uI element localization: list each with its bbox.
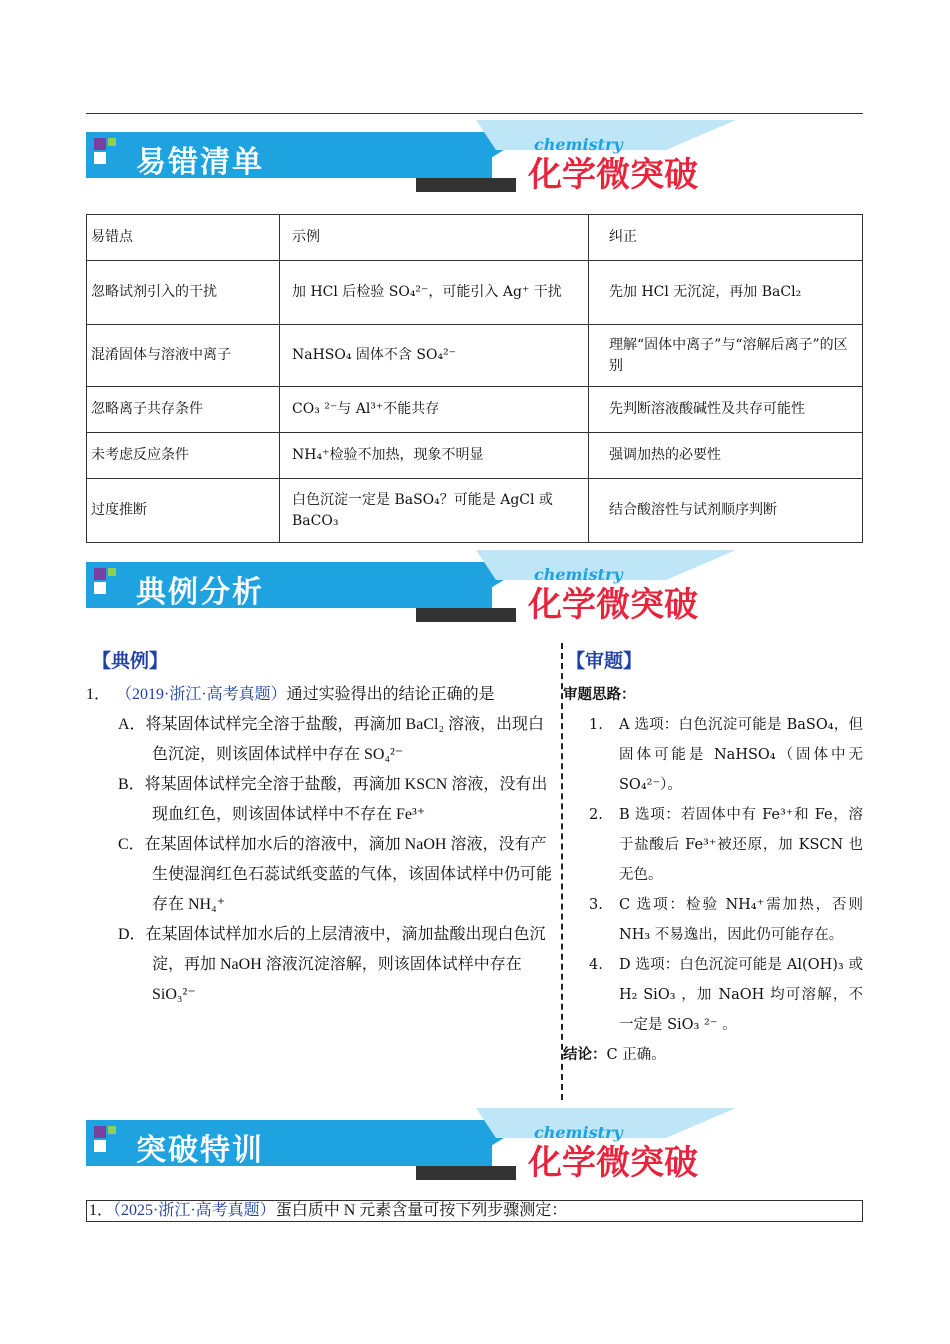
table-cell: NaHSO₄ 固体不含 SO₄²⁻ <box>280 325 589 387</box>
table-cell: 结合酸溶性与试剂顺序判断 <box>589 479 863 543</box>
chemistry-logo <box>416 1108 766 1180</box>
header-cell: 示例 <box>280 215 589 261</box>
analysis-label: 审题思路： <box>563 686 636 703</box>
table-cell: 白色沉淀一定是 BaSO₄？可能是 AgCl 或 BaCO₃ <box>280 479 589 543</box>
option-d: D．在某固体试样加水后的上层清液中，滴加盐酸出现白色沉淀，再加 NaOH 溶液沉淀溶解，则该固体试样中存在 SiO₃²⁻ <box>118 926 546 1003</box>
svg-text:化学微突破: 化学微突破 <box>528 1143 698 1180</box>
question-source: （2025·浙江·高考真题） <box>113 1202 276 1219</box>
analysis-item: 4. D 选项：白色沉淀可能是 Al(OH)₃ 或 H₂ SiO₃ ，加 NaOH 均可溶解，不一定是 SiO₃ ²⁻ 。 <box>589 957 863 1033</box>
option-b: B．将某固体试样完全溶于盐酸，再滴加 KSCN 溶液，没有出现血红色，则该固体试样中不存在 Fe³⁺ <box>118 776 548 823</box>
analysis-panel <box>563 680 863 1070</box>
training-question: 1．（2025·浙江·高考真题）蛋白质中 N 元素含量可按下列步骤测定： <box>86 1200 863 1222</box>
banner-training <box>86 1108 766 1178</box>
example-question <box>86 680 560 1010</box>
table-header-row <box>87 215 863 261</box>
table-row <box>87 261 863 325</box>
svg-text:chemistry: chemistry <box>534 135 623 154</box>
banner-examples <box>86 550 766 620</box>
table-cell: 忽略试剂引入的干扰 <box>87 261 280 325</box>
question-stem: 1． （2019·浙江·高考真题）通过实验得出的结论正确的是 <box>86 686 495 703</box>
table-cell: 先加 HCl 无沉淀，再加 BaCl₂ <box>589 261 863 325</box>
table-cell: 过度推断 <box>87 479 280 543</box>
banner-squares-icon <box>94 1126 120 1152</box>
banner-squares-icon <box>94 138 120 164</box>
banner-title: 突破特训 <box>136 1133 264 1168</box>
table-row <box>87 325 863 387</box>
question-text: 通过实验得出的结论正确的是 <box>286 686 495 703</box>
analysis-item: 2. B 选项：若固体中有 Fe³⁺和 Fe，溶于盐酸后 Fe³⁺被还原，加 KSCN 也无色。 <box>589 807 863 883</box>
svg-text:chemistry: chemistry <box>534 565 623 584</box>
banner-errors <box>86 120 766 190</box>
chemistry-logo <box>416 120 766 192</box>
table-row <box>87 387 863 433</box>
table-cell: CO₃ ²⁻与 Al³⁺不能共存 <box>280 387 589 433</box>
analysis-item: 3. C 选项：检验 NH₄⁺需加热，否则 NH₃ 不易逸出，因此仍可能存在。 <box>589 897 863 943</box>
option-c: C．在某固体试样加水后的溶液中，滴加 NaOH 溶液，没有产生使湿润红色石蕊试纸变蓝的气体，该固体试样中仍可能存在 NH₄⁺ <box>118 836 553 913</box>
svg-text:化学微突破: 化学微突破 <box>528 585 698 622</box>
table-row <box>87 479 863 543</box>
table-cell: 忽略离子共存条件 <box>87 387 280 433</box>
analysis-heading: 【审题】 <box>566 650 643 672</box>
analysis-item: 1. A 选项：白色沉淀可能是 BaSO₄，但固体可能是 NaHSO₄（固体中无 SO₄²⁻）。 <box>589 717 863 793</box>
banner-title: 典例分析 <box>136 575 264 610</box>
table-cell: 理解“固体中离子”与“溶解后离子”的区别 <box>589 325 863 387</box>
error-list-table <box>86 214 863 543</box>
table-cell: 强调加热的必要性 <box>589 433 863 479</box>
option-a: A．将某固体试样完全溶于盐酸，再滴加 BaCl₂ 溶液，出现白色沉淀，则该固体试样中存在 SO₄²⁻ <box>118 716 545 763</box>
table-cell: 加 HCl 后检验 SO₄²⁻，可能引入 Ag⁺ 干扰 <box>280 261 589 325</box>
banner-title: 易错清单 <box>136 145 264 180</box>
table-cell: 先判断溶液酸碱性及共存可能性 <box>589 387 863 433</box>
svg-text:化学微突破: 化学微突破 <box>528 155 698 192</box>
table-cell: 混淆固体与溶液中离子 <box>87 325 280 387</box>
top-rule <box>86 113 863 114</box>
header-cell: 易错点 <box>87 215 280 261</box>
conclusion: 结论：C 正确。 <box>563 1046 666 1063</box>
table-row <box>87 433 863 479</box>
table-cell: 未考虑反应条件 <box>87 433 280 479</box>
table-cell: NH₄⁺检验不加热，现象不明显 <box>280 433 589 479</box>
question-source: （2019·浙江·高考真题） <box>116 686 287 703</box>
banner-squares-icon <box>94 568 120 594</box>
question-text: 蛋白质中 N 元素含量可按下列步骤测定： <box>275 1202 568 1219</box>
svg-text:chemistry: chemistry <box>534 1123 623 1142</box>
header-cell: 纠正 <box>589 215 863 261</box>
example-heading: 【典例】 <box>92 650 169 672</box>
chemistry-logo <box>416 550 766 622</box>
